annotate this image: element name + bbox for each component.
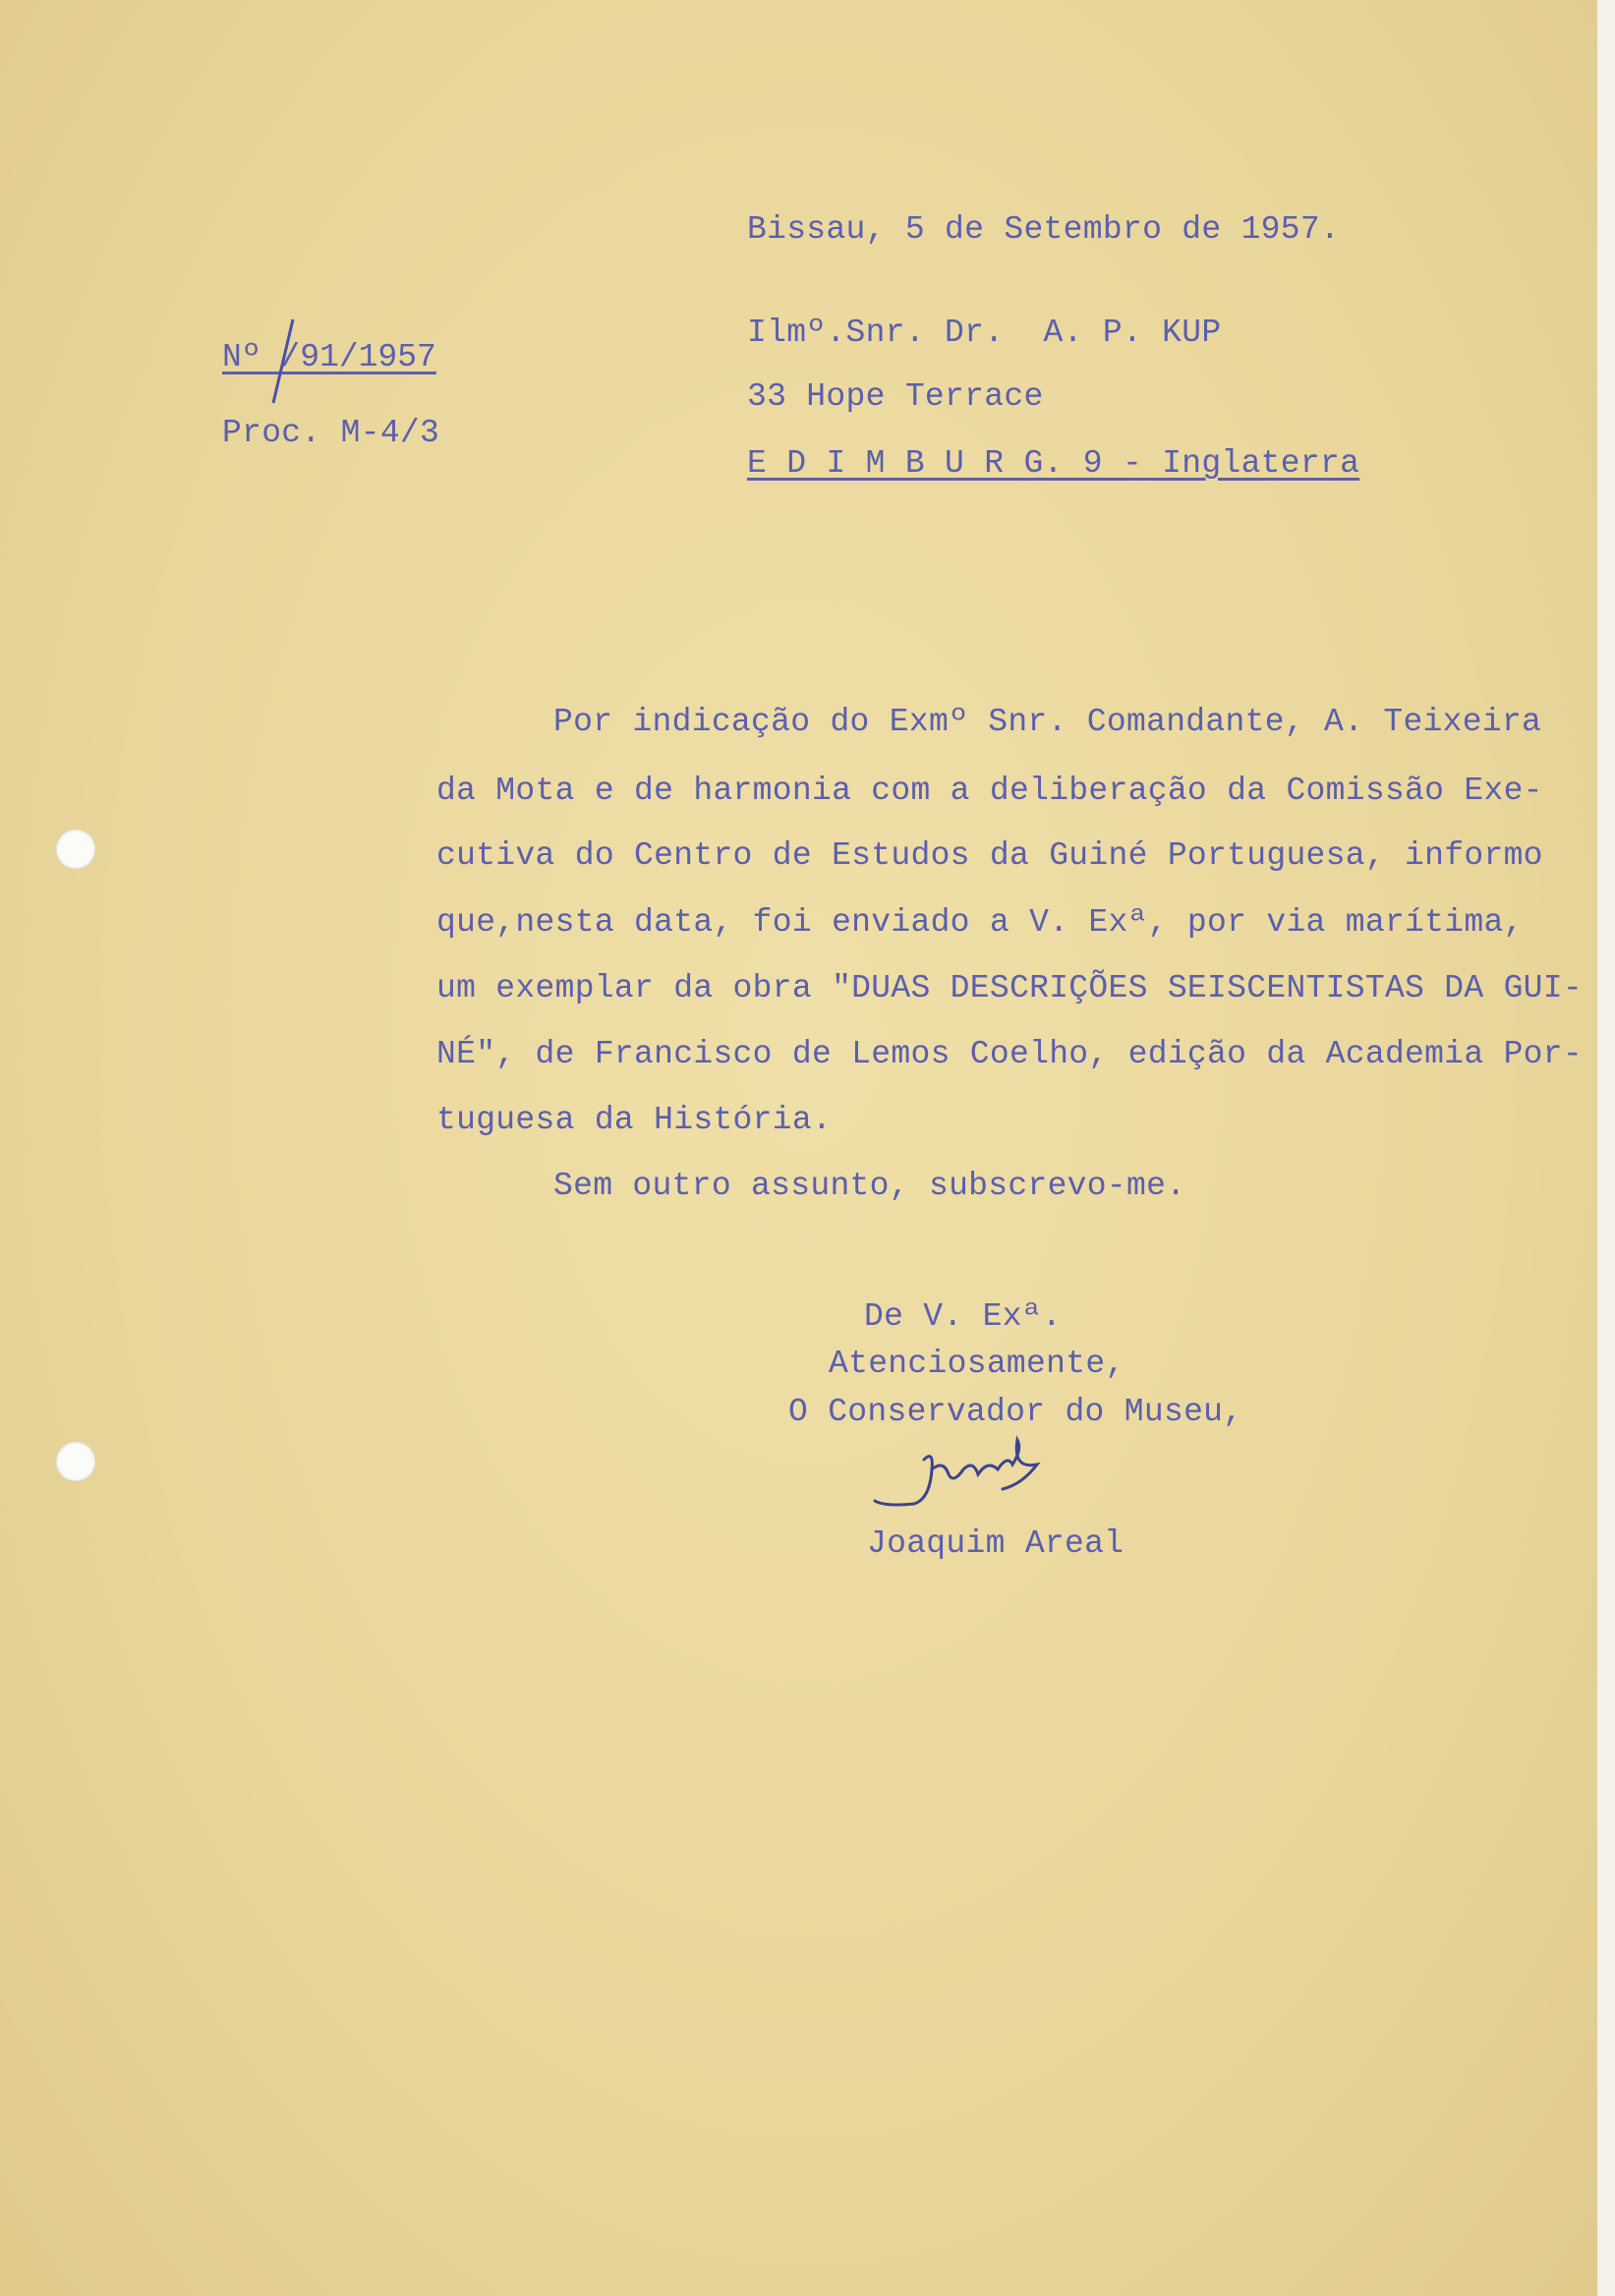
process-number: Proc. M-4/3 bbox=[222, 415, 440, 451]
recipient-street: 33 Hope Terrace bbox=[747, 378, 1044, 415]
place-date: Bissau, 5 de Setembro de 1957. bbox=[747, 211, 1341, 248]
body-line: Por indicação do Exmº Snr. Comandante, A. Teixeira bbox=[553, 704, 1542, 740]
body-line: cutiva do Centro de Estudos da Guiné Portuguesa, informo bbox=[436, 837, 1543, 874]
body-line: NÉ", de Francisco de Lemos Coelho, edição da Academia Por- bbox=[436, 1036, 1583, 1072]
closing-regards: Atenciosamente, bbox=[829, 1346, 1125, 1382]
closing-title: O Conservador do Museu, bbox=[788, 1394, 1243, 1430]
recipient-city: E D I M B U R G. 9 - Inglaterra bbox=[747, 445, 1360, 482]
handwritten-slash-mark bbox=[265, 315, 305, 408]
signer-name: Joaquim Areal bbox=[867, 1525, 1125, 1562]
closing-salutation: De V. Exª. bbox=[864, 1298, 1063, 1335]
recipient-name: Ilmº.Snr. Dr. A. P. KUP bbox=[747, 315, 1222, 351]
body-line: que,nesta data, foi enviado a V. Exª, por via marítima, bbox=[436, 904, 1524, 941]
handwritten-signature bbox=[865, 1430, 1140, 1519]
punch-hole bbox=[55, 1441, 96, 1482]
body-line: da Mota e de harmonia com a deliberação da Comissão Exe- bbox=[436, 773, 1543, 809]
paper-edge bbox=[1597, 0, 1615, 2296]
body-line: tuguesa da História. bbox=[436, 1102, 833, 1138]
punch-hole bbox=[55, 829, 96, 870]
reference-number: Nº /91/1957 bbox=[222, 339, 436, 375]
body-line: um exemplar da obra "DUAS DESCRIÇÕES SEISCENTISTAS DA GUI- bbox=[436, 970, 1583, 1006]
closing-sentence: Sem outro assunto, subscrevo-me. bbox=[553, 1168, 1186, 1204]
